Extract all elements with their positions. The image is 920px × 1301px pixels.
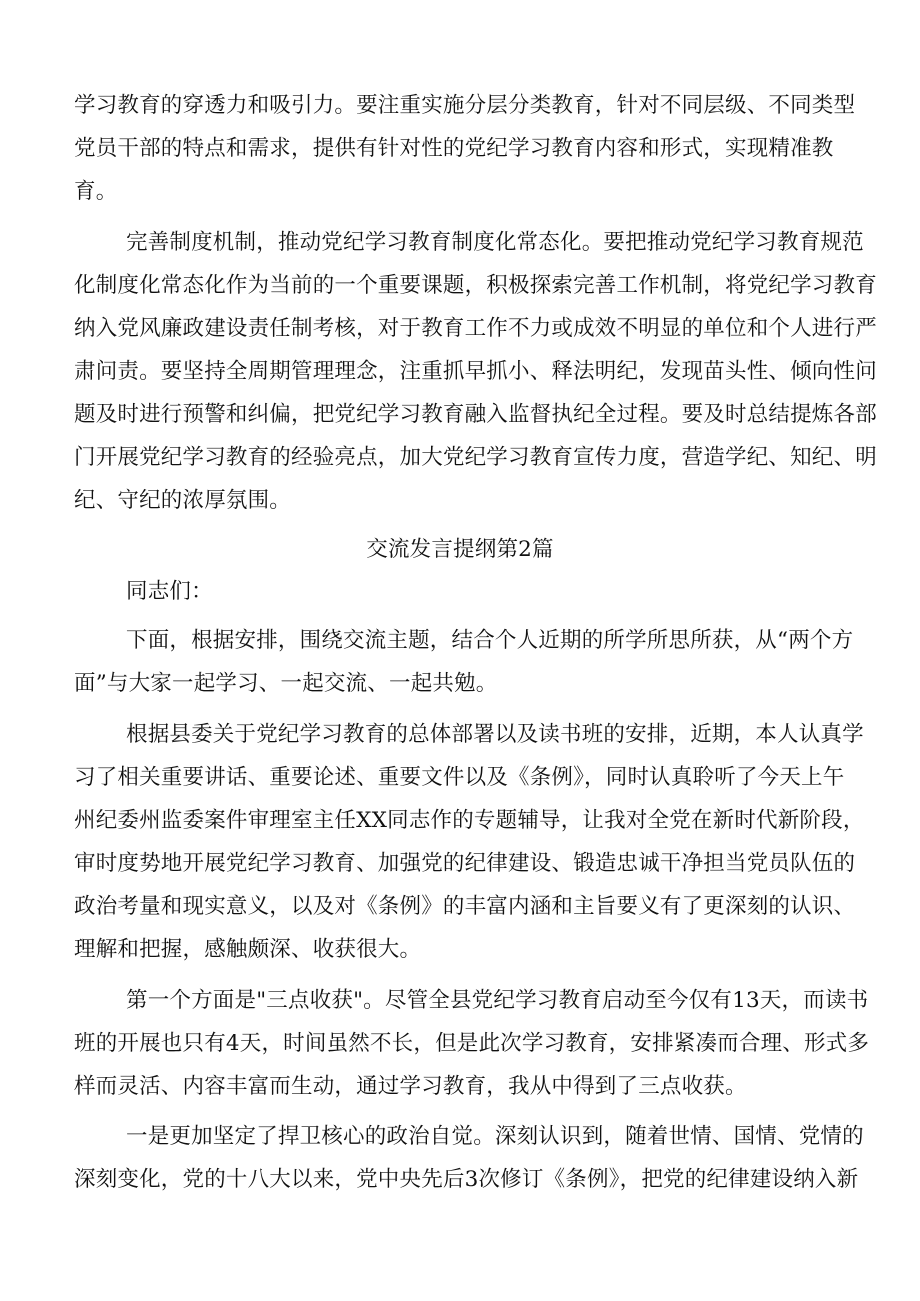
text-line: 班的开展也只有4天，时间虽然不长，但是此次学习教育，安排紧凑而合理、形式多 bbox=[74, 1031, 870, 1056]
text-line: 纪、守纪的浓厚氛围。 bbox=[74, 488, 292, 513]
paragraph-start: 完善制度机制，推动党纪学习教育制度化常态化。要把推动党纪学习教育规范 bbox=[126, 230, 864, 255]
text-line: 理解和把握，感触颇深、收获很大。 bbox=[74, 937, 422, 962]
text-line: 化制度化常态化作为当前的一个重要课题，积极探索完善工作机制，将党纪学习教育 bbox=[74, 273, 877, 298]
text-line: 育。 bbox=[74, 179, 118, 204]
paragraph-start: 一是更加坚定了捍卫核心的政治自觉。深刻认识到，随着世情、国情、党情的 bbox=[126, 1124, 864, 1149]
text-line: 党员干部的特点和需求，提供有针对性的党纪学习教育内容和形式，实现精准教 bbox=[74, 136, 834, 161]
text-line: 肃问责。要坚持全周期管理理念，注重抓早抓小、释法明纪，发现苗头性、倾向性问 bbox=[74, 359, 877, 384]
text-line: 门开展党纪学习教育的经验亮点，加大党纪学习教育宣传力度，营造学纪、知纪、明 bbox=[74, 445, 877, 470]
text-line: 题及时进行预警和纠偏，把党纪学习教育融入监督执纪全过程。要及时总结提炼各部 bbox=[74, 402, 877, 427]
paragraph-start: 根据县委关于党纪学习教育的总体部署以及读书班的安排，近期，本人认真学 bbox=[126, 722, 864, 747]
text-line: 深刻变化，党的十八大以来，党中央先后3次修订《条例》，把党的纪律建设纳入新 bbox=[74, 1167, 859, 1192]
text-line: 样而灵活、内容丰富而生动，通过学习教育，我从中得到了三点收获。 bbox=[74, 1074, 747, 1099]
text-line: 面”与大家一起学习、一起交流、一起共勉。 bbox=[74, 671, 498, 696]
text-line: 学习教育的穿透力和吸引力。要注重实施分层分类教育，针对不同层级、不同类型 bbox=[74, 93, 856, 118]
section-title: 交流发言提纲第2篇 bbox=[366, 537, 554, 562]
paragraph-start: 第一个方面是"三点收获"。尽管全县党纪学习教育启动至今仅有13天，而读书 bbox=[126, 988, 869, 1013]
text-line: 州纪委州监委案件审理室主任XX同志作的专题辅导，让我对全党在新时代新阶段， bbox=[74, 808, 865, 833]
salutation: 同志们： bbox=[126, 579, 213, 604]
text-line: 纳入党风廉政建设责任制考核，对于教育工作不力或成效不明显的单位和个人进行严 bbox=[74, 316, 877, 341]
text-line: 习了相关重要讲话、重要论述、重要文件以及《条例》，同时认真聆听了今天上午 bbox=[74, 765, 845, 790]
text-line: 政治考量和现实意义，以及对《条例》的丰富内涵和主旨要义有了更深刻的认识、 bbox=[74, 894, 856, 919]
text-line: 审时度势地开展党纪学习教育、加强党的纪律建设、锻造忠诚干净担当党员队伍的 bbox=[74, 851, 856, 876]
paragraph-start: 下面，根据安排，围绕交流主题，结合个人近期的所学所思所获，从“两个方 bbox=[126, 628, 854, 653]
